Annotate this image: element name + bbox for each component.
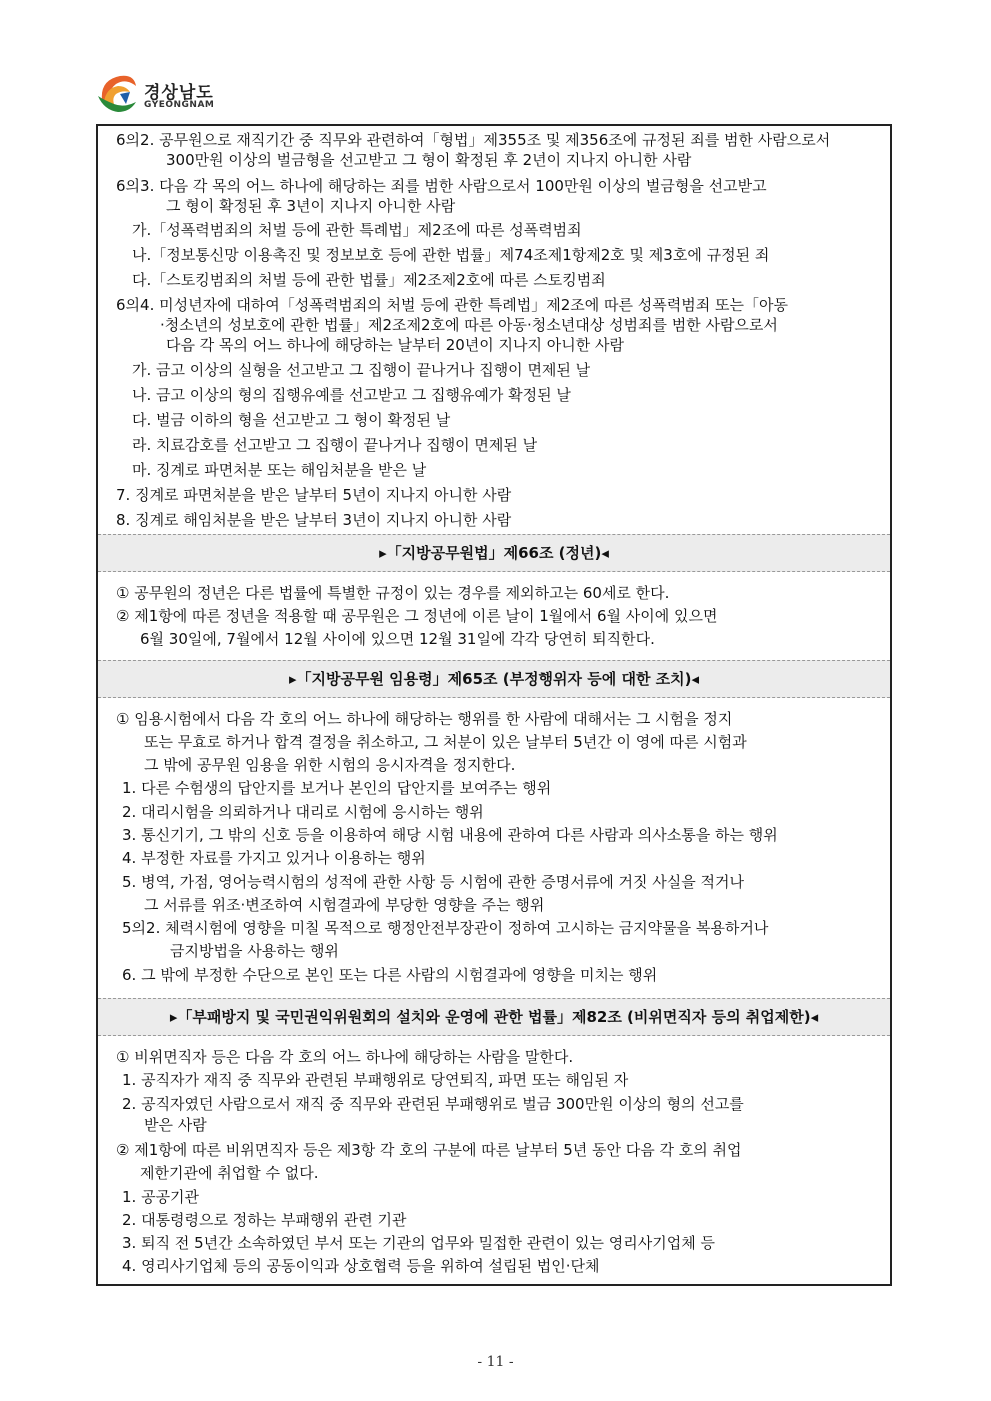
list-item: 나.「정보통신망 이용촉진 및 정보보호 등에 관한 법률」제74조제1항제2호 및 제3호에 규정된 죄: [132, 246, 770, 264]
list-item: 4. 부정한 자료를 가지고 있거나 이용하는 행위: [122, 849, 426, 867]
list-item: 다음 각 목의 어느 하나에 해당하는 날부터 20년이 지나지 아니한 사람: [166, 336, 625, 354]
list-item: 2. 공직자였던 사람으로서 재직 중 직무와 관련된 부패행위로 벌금 300만원 이상의 형의 선고를: [122, 1095, 744, 1113]
list-item: 6월 30일에, 7월에서 12월 사이에 있으면 12월 31일에 각각 당연히 퇴직한다.: [140, 630, 655, 648]
list-item: ·청소년의 성보호에 관한 법률」제2조제2호에 따른 아동·청소년대상 성범죄를 범한 사람으로서: [160, 316, 778, 334]
list-item: ② 제1항에 따른 비위면직자 등은 제3항 각 호의 구분에 따른 날부터 5년 동안 다음 각 호의 취업: [116, 1141, 742, 1159]
section-header-misconduct: ▸「지방공무원 임용령」제65조 (부정행위자 등에 대한 조치)◂: [98, 660, 890, 698]
list-item: 5의2. 체력시험에 영향을 미칠 목적으로 행정안전부장관이 정하여 고시하는 금지약물을 복용하거나: [122, 919, 769, 937]
list-item: 6의2. 공무원으로 재직기간 중 직무와 관련하여「형법」제355조 및 제356조에 규정된 죄를 범한 사람으로서: [116, 131, 831, 149]
list-item: 3. 퇴직 전 5년간 소속하였던 부서 또는 기관의 업무와 밀접한 관련이 있는 영리사기업체 등: [122, 1234, 715, 1252]
page-number: - 11 -: [477, 1354, 514, 1370]
logo-korean-text: 경상남도: [144, 83, 214, 103]
list-item: 그 서류를 위조·변조하여 시험결과에 부당한 영향을 주는 행위: [144, 896, 545, 914]
list-item: ① 공무원의 정년은 다른 법률에 특별한 규정이 있는 경우를 제외하고는 60세로 한다.: [116, 584, 670, 602]
list-item: 받은 사람: [144, 1116, 207, 1134]
list-item: 6. 그 밖에 부정한 수단으로 본인 또는 다른 사람의 시험결과에 영향을 미치는 행위: [122, 966, 658, 984]
section-header-retirement: ▸「지방공무원법」제66조 (정년)◂: [98, 534, 890, 572]
list-item: 제한기관에 취업할 수 없다.: [140, 1164, 319, 1182]
gyeongnam-emblem-icon: [96, 70, 138, 114]
list-item: 6의4. 미성년자에 대하여「성폭력범죄의 처벌 등에 관한 특례법」제2조에 따른 성폭력범죄 또는「아동: [116, 296, 788, 314]
list-item: 다.「스토킹범죄의 처벌 등에 관한 법률」제2조제2호에 따른 스토킹범죄: [132, 271, 606, 289]
list-item: 6의3. 다음 각 목의 어느 하나에 해당하는 죄를 범한 사람으로서 100만원 이상의 벌금형을 선고받고: [116, 177, 767, 195]
list-item: ① 비위면직자 등은 다음 각 호의 어느 하나에 해당하는 사람을 말한다.: [116, 1048, 574, 1066]
list-item: 3. 통신기기, 그 밖의 신호 등을 이용하여 해당 시험 내용에 관하여 다른 사람과 의사소통을 하는 행위: [122, 826, 778, 844]
list-item: ② 제1항에 따른 정년을 적용할 때 공무원은 그 정년에 이른 날이 1월에서 6월 사이에 있으면: [116, 607, 718, 625]
list-item: 라. 치료감호를 선고받고 그 집행이 끝나거나 집행이 면제된 날: [132, 436, 538, 454]
list-item: 1. 공공기관: [122, 1188, 200, 1206]
list-item: 300만원 이상의 벌금형을 선고받고 그 형이 확정된 후 2년이 지나지 아니한 사람: [166, 151, 692, 169]
list-item: 그 형이 확정된 후 3년이 지나지 아니한 사람: [166, 197, 456, 215]
logo-english-text: GYEONGNAM: [144, 100, 215, 110]
list-item: 금지방법을 사용하는 행위: [170, 942, 339, 960]
content-frame: [96, 124, 892, 1286]
list-item: 7. 징계로 파면처분을 받은 날부터 5년이 지나지 아니한 사람: [116, 486, 512, 504]
section-header-employment-restriction: ▸「부패방지 및 국민권익위원회의 설치와 운영에 관한 법률」제82조 (비위면직자 등의 취업제한)◂: [98, 998, 890, 1036]
list-item: 5. 병역, 가점, 영어능력시험의 성적에 관한 사항 등 시험에 관한 증명서류에 거짓 사실을 적거나: [122, 873, 744, 891]
list-item: 마. 징계로 파면처분 또는 해임처분을 받은 날: [132, 461, 427, 479]
list-item: 가. 금고 이상의 실형을 선고받고 그 집행이 끝나거나 집행이 면제된 날: [132, 361, 591, 379]
logo: [96, 70, 256, 120]
list-item: 2. 대통령령으로 정하는 부패행위 관련 기관: [122, 1211, 407, 1229]
list-item: 8. 징계로 해임처분을 받은 날부터 3년이 지나지 아니한 사람: [116, 511, 512, 529]
list-item: ① 임용시험에서 다음 각 호의 어느 하나에 해당하는 행위를 한 사람에 대해서는 그 시험을 정지: [116, 710, 733, 728]
list-item: 1. 다른 수험생의 답안지를 보거나 본인의 답안지를 보여주는 행위: [122, 779, 552, 797]
list-item: 2. 대리시험을 의뢰하거나 대리로 시험에 응시하는 행위: [122, 803, 484, 821]
list-item: 1. 공직자가 재직 중 직무와 관련된 부패행위로 당연퇴직, 파면 또는 해임된 자: [122, 1071, 629, 1089]
list-item: 나. 금고 이상의 형의 집행유예를 선고받고 그 집행유예가 확정된 날: [132, 386, 571, 404]
list-item: 또는 무효로 하거나 합격 결정을 취소하고, 그 처분이 있은 날부터 5년간 이 영에 따른 시험과: [144, 733, 747, 751]
list-item: 4. 영리사기업체 등의 공동이익과 상호협력 등을 위하여 설립된 법인·단체: [122, 1257, 600, 1275]
list-item: 가.「성폭력범죄의 처벌 등에 관한 특례법」제2조에 따른 성폭력범죄: [132, 221, 582, 239]
list-item: 그 밖에 공무원 임용을 위한 시험의 응시자격을 정지한다.: [144, 756, 516, 774]
list-item: 다. 벌금 이하의 형을 선고받고 그 형이 확정된 날: [132, 411, 451, 429]
